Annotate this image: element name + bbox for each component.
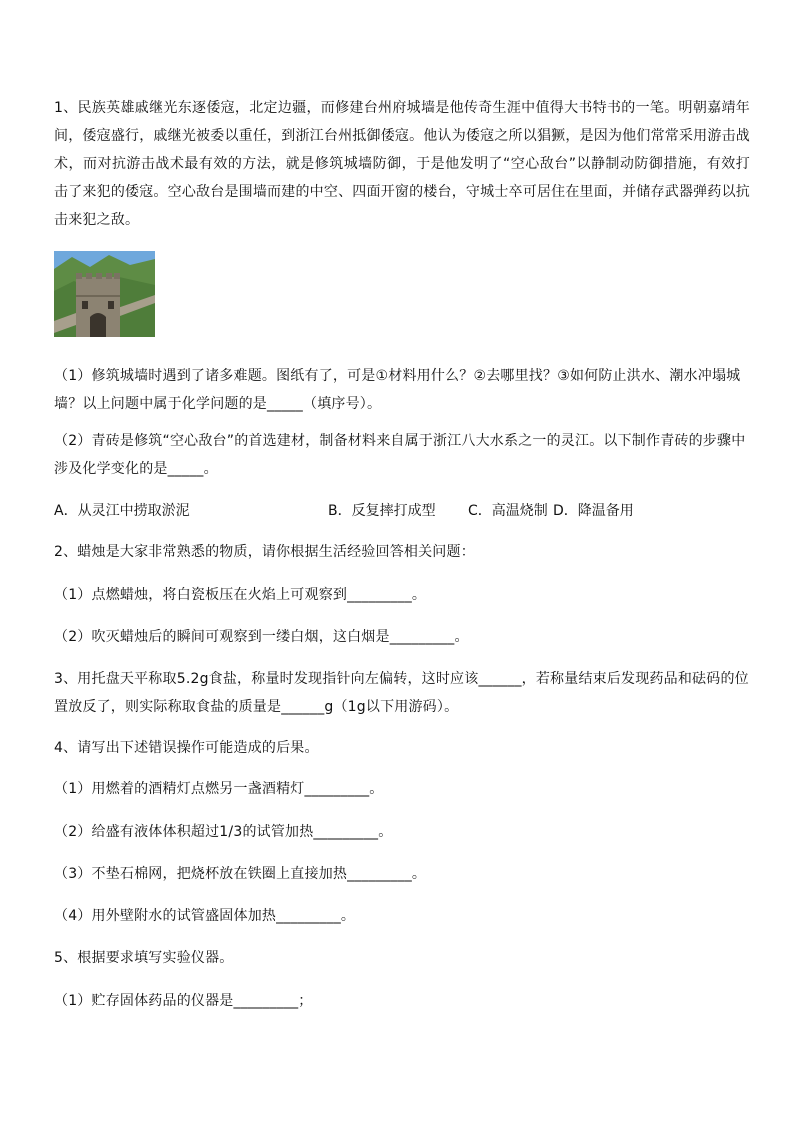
question-4-sub-2: （2）给盛有液体体积超过1/3的试管加热_________。	[54, 824, 393, 840]
question-1-choices	[54, 497, 754, 525]
choice-d: D．降温备用	[553, 503, 634, 519]
question-2-sub-2: （2）吹灭蜡烛后的瞬间可观察到一缕白烟，这白烟是_________。	[54, 629, 469, 645]
question-3-text: 3、用托盘天平称取5.2g食盐，称量时发现指针向左偏转，这时应该______，若称量结束后发现药品和砝码的位置放反了，则实际称取食盐的质量是______g（1g以下用游码）。	[54, 671, 749, 715]
question-4-sub-1: （1）用燃着的酒精灯点燃另一盏酒精灯_________。	[54, 781, 384, 797]
choice-a: A．从灵江中捞取淤泥	[54, 503, 190, 519]
question-4-sub-3: （3）不垫石棉网，把烧杯放在铁圈上直接加热_________。	[54, 866, 427, 882]
question-2-sub-1: （1）点燃蜡烛，将白瓷板压在火焰上可观察到_________。	[54, 587, 427, 603]
question-5-intro: 5、根据要求填写实验仪器。	[54, 950, 234, 966]
question-1-intro: 1、民族英雄戚继光东逐倭寇，北定边疆，而修建台州府城墙是他传奇生涯中值得大书特书的一笔。明朝嘉靖年间，倭寇盛行，戚继光被委以重任，到浙江台州抵御倭寇。他认为倭寇之所以猖獗，是因为他们常常采用游击战术，而对抗游击战术最有效的方法，就是修筑城墙防御，于是他发明了“空心敌台”以静制动防御措施，有效打击了来犯的倭寇。空心敌台是围墙而建的中空、四面开窗的楼台，守城士卒可居住在里面，并储存武器弹药以抗击来犯之敌。	[54, 100, 750, 228]
choice-c: C．高温烧制	[468, 503, 548, 519]
choice-b: B．反复摔打成型	[328, 503, 436, 519]
question-1-sub-2: （2）青砖是修筑“空心敌台”的首选建材，制备材料来自属于浙江八大水系之一的灵江。以下制作青砖的步骤中涉及化学变化的是_____。	[54, 433, 746, 477]
question-4-intro: 4、请写出下述错误操作可能造成的后果。	[54, 740, 319, 756]
great-wall-watchtower-photo	[54, 251, 155, 337]
question-5-sub-1: （1）贮存固体药品的仪器是_________；	[54, 993, 313, 1009]
question-4-sub-4: （4）用外壁附水的试管盛固体加热_________。	[54, 908, 356, 924]
question-2-intro: 2、蜡烛是大家非常熟悉的物质，请你根据生活经验回答相关问题：	[54, 544, 475, 560]
question-1-sub-1: （1）修筑城墙时遇到了诸多难题。图纸有了，可是①材料用什么？②去哪里找？③如何防止洪水、潮水冲塌城墙？以上问题中属于化学问题的是_____（填序号）。	[54, 368, 741, 412]
